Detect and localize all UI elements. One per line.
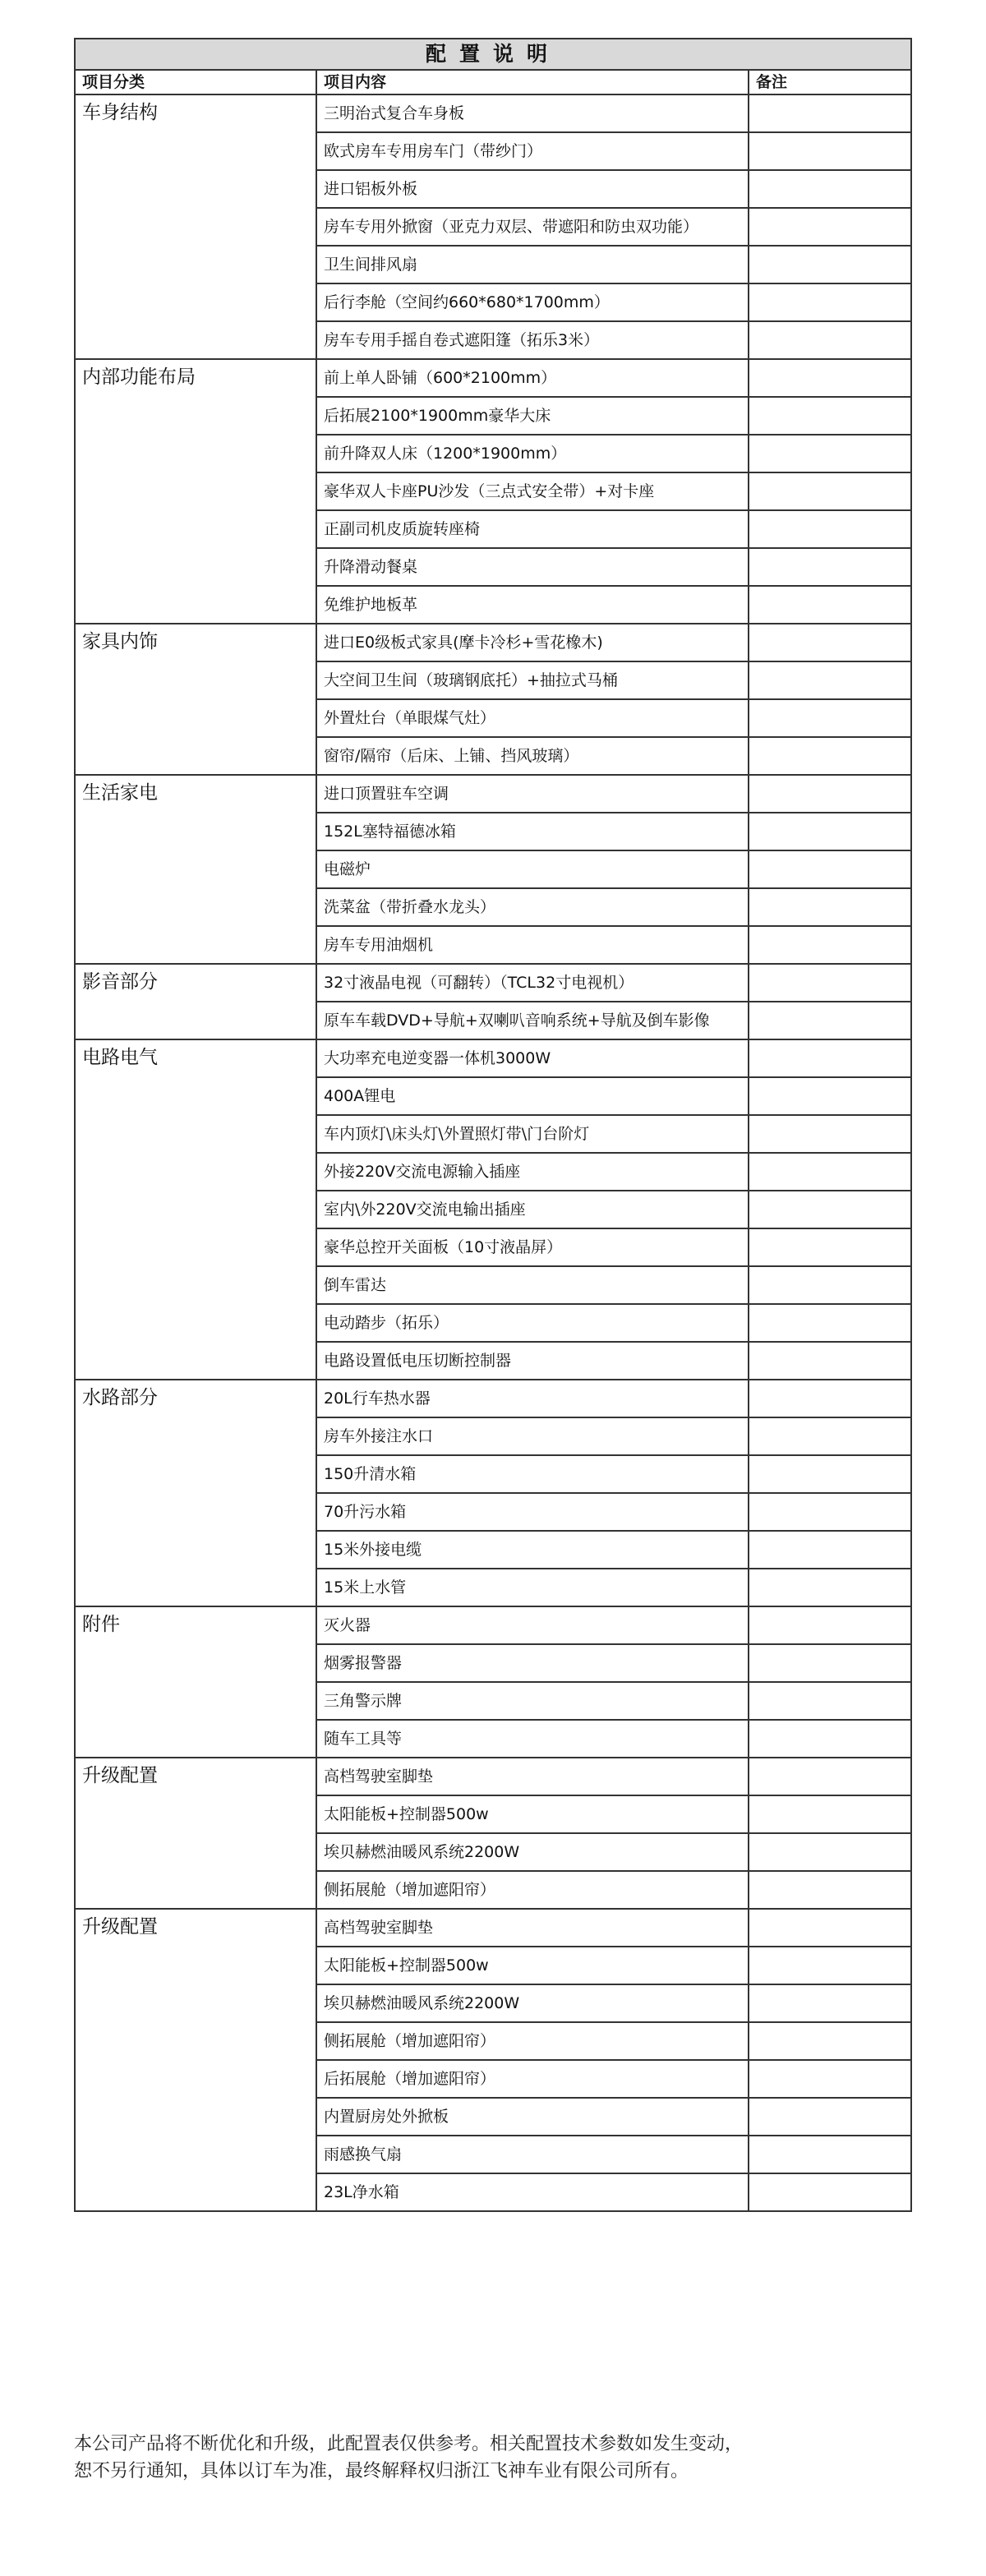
item-cell: 三明治式复合车身板	[316, 94, 749, 132]
item-cell: 卫生间排风扇	[316, 246, 749, 283]
item-cell: 洗菜盆（带折叠水龙头）	[316, 888, 749, 926]
item-cell: 15米外接电缆	[316, 1531, 749, 1569]
header-row	[75, 70, 911, 94]
item-cell: 400A锂电	[316, 1077, 749, 1115]
note-cell	[749, 1342, 911, 1380]
note-cell	[749, 1153, 911, 1191]
item-cell: 进口E0级板式家具(摩卡冷杉+雪花橡木)	[316, 624, 749, 661]
category-cell: 生活家电	[75, 775, 316, 964]
note-cell	[749, 2098, 911, 2136]
item-cell: 进口顶置驻车空调	[316, 775, 749, 813]
table-row	[75, 1758, 911, 1795]
item-cell: 升降滑动餐桌	[316, 548, 749, 586]
note-cell	[749, 1871, 911, 1909]
note-cell	[749, 813, 911, 850]
note-cell	[749, 1682, 911, 1720]
header-category: 项目分类	[75, 70, 316, 94]
note-cell	[749, 94, 911, 132]
item-cell: 高档驾驶室脚垫	[316, 1909, 749, 1947]
note-cell	[749, 359, 911, 397]
table-row	[75, 1039, 911, 1077]
category-cell: 升级配置	[75, 1909, 316, 2211]
item-cell: 埃贝赫燃油暖风系统2200W	[316, 1984, 749, 2022]
item-cell: 侧拓展舱（增加遮阳帘）	[316, 1871, 749, 1909]
note-cell	[749, 2022, 911, 2060]
item-cell: 灭火器	[316, 1606, 749, 1644]
header-content: 项目内容	[316, 70, 749, 94]
note-cell	[749, 1531, 911, 1569]
category-cell: 影音部分	[75, 964, 316, 1039]
item-cell: 15米上水管	[316, 1569, 749, 1606]
item-cell: 后拓展舱（增加遮阳帘）	[316, 2060, 749, 2098]
category-cell: 升级配置	[75, 1758, 316, 1909]
item-cell: 房车专用手摇自卷式遮阳篷（拓乐3米）	[316, 321, 749, 359]
note-cell	[749, 1644, 911, 1682]
note-cell	[749, 1947, 911, 1984]
note-cell	[749, 472, 911, 510]
table-row	[75, 359, 911, 397]
note-cell	[749, 699, 911, 737]
note-cell	[749, 926, 911, 964]
note-cell	[749, 2173, 911, 2211]
item-cell: 152L塞特福德冰箱	[316, 813, 749, 850]
note-cell	[749, 321, 911, 359]
item-cell: 车内顶灯\床头灯\外置照灯带\门台阶灯	[316, 1115, 749, 1153]
item-cell: 房车外接注水口	[316, 1417, 749, 1455]
note-cell	[749, 283, 911, 321]
item-cell: 进口铝板外板	[316, 170, 749, 208]
note-cell	[749, 2060, 911, 2098]
note-cell	[749, 1795, 911, 1833]
note-cell	[749, 397, 911, 435]
item-cell: 欧式房车专用房车门（带纱门）	[316, 132, 749, 170]
note-cell	[749, 1115, 911, 1153]
table-row	[75, 1909, 911, 1947]
note-cell	[749, 1455, 911, 1493]
item-cell: 太阳能板+控制器500w	[316, 1795, 749, 1833]
item-cell: 23L净水箱	[316, 2173, 749, 2211]
item-cell: 室内\外220V交流电输出插座	[316, 1191, 749, 1228]
disclaimer	[74, 2431, 920, 2485]
category-cell: 内部功能布局	[75, 359, 316, 624]
note-cell	[749, 1002, 911, 1039]
category-cell: 附件	[75, 1606, 316, 1758]
note-cell	[749, 1228, 911, 1266]
note-cell	[749, 1380, 911, 1417]
table-row	[75, 775, 911, 813]
note-cell	[749, 1304, 911, 1342]
item-cell: 太阳能板+控制器500w	[316, 1947, 749, 1984]
header-note: 备注	[749, 70, 911, 94]
item-cell: 外置灶台（单眼煤气灶）	[316, 699, 749, 737]
item-cell: 雨感换气扇	[316, 2136, 749, 2173]
note-cell	[749, 661, 911, 699]
item-cell: 倒车雷达	[316, 1266, 749, 1304]
item-cell: 原车车载DVD+导航+双喇叭音响系统+导航及倒车影像	[316, 1002, 749, 1039]
item-cell: 电磁炉	[316, 850, 749, 888]
item-cell: 前上单人卧铺（600*2100mm）	[316, 359, 749, 397]
category-cell: 水路部分	[75, 1380, 316, 1606]
item-cell: 70升污水箱	[316, 1493, 749, 1531]
item-cell: 随车工具等	[316, 1720, 749, 1758]
note-cell	[749, 850, 911, 888]
item-cell: 窗帘/隔帘（后床、上铺、挡风玻璃）	[316, 737, 749, 775]
note-cell	[749, 1758, 911, 1795]
table-row	[75, 94, 911, 132]
item-cell: 正副司机皮质旋转座椅	[316, 510, 749, 548]
item-cell: 前升降双人床（1200*1900mm）	[316, 435, 749, 472]
note-cell	[749, 1039, 911, 1077]
category-cell: 车身结构	[75, 94, 316, 359]
item-cell: 电动踏步（拓乐）	[316, 1304, 749, 1342]
item-cell: 32寸液晶电视（可翻转）（TCL32寸电视机）	[316, 964, 749, 1002]
note-cell	[749, 1266, 911, 1304]
table-row	[75, 624, 911, 661]
note-cell	[749, 1984, 911, 2022]
title-row	[75, 39, 911, 70]
item-cell: 侧拓展舱（增加遮阳帘）	[316, 2022, 749, 2060]
note-cell	[749, 435, 911, 472]
note-cell	[749, 1191, 911, 1228]
item-cell: 大空间卫生间（玻璃钢底托）+抽拉式马桶	[316, 661, 749, 699]
table-body	[75, 94, 911, 2211]
note-cell	[749, 1720, 911, 1758]
item-cell: 外接220V交流电源输入插座	[316, 1153, 749, 1191]
note-cell	[749, 1569, 911, 1606]
note-cell	[749, 1606, 911, 1644]
item-cell: 后拓展2100*1900mm豪华大床	[316, 397, 749, 435]
disclaimer-line-2: 恕不另行通知，具体以订车为准，最终解释权归浙江飞神车业有限公司所有。	[74, 2461, 689, 2482]
note-cell	[749, 737, 911, 775]
note-cell	[749, 1077, 911, 1115]
configuration-table	[74, 38, 912, 2212]
item-cell: 20L行车热水器	[316, 1380, 749, 1417]
item-cell: 电路设置低电压切断控制器	[316, 1342, 749, 1380]
item-cell: 大功率充电逆变器一体机3000W	[316, 1039, 749, 1077]
item-cell: 三角警示牌	[316, 1682, 749, 1720]
item-cell: 房车专用油烟机	[316, 926, 749, 964]
disclaimer-line-1: 本公司产品将不断优化和升级，此配置表仅供参考。相关配置技术参数如发生变动，	[74, 2434, 744, 2454]
table-row	[75, 1606, 911, 1644]
note-cell	[749, 1909, 911, 1947]
item-cell: 豪华双人卡座PU沙发（三点式安全带）+对卡座	[316, 472, 749, 510]
note-cell	[749, 132, 911, 170]
note-cell	[749, 1833, 911, 1871]
note-cell	[749, 548, 911, 586]
table-row	[75, 964, 911, 1002]
table-title: 配置说明	[75, 39, 911, 70]
note-cell	[749, 2136, 911, 2173]
table-row	[75, 1380, 911, 1417]
category-cell: 家具内饰	[75, 624, 316, 775]
item-cell: 烟雾报警器	[316, 1644, 749, 1682]
item-cell: 房车专用外掀窗（亚克力双层、带遮阳和防虫双功能）	[316, 208, 749, 246]
note-cell	[749, 510, 911, 548]
item-cell: 埃贝赫燃油暖风系统2200W	[316, 1833, 749, 1871]
note-cell	[749, 586, 911, 624]
note-cell	[749, 208, 911, 246]
note-cell	[749, 888, 911, 926]
item-cell: 后行李舱（空间约660*680*1700mm）	[316, 283, 749, 321]
note-cell	[749, 624, 911, 661]
item-cell: 高档驾驶室脚垫	[316, 1758, 749, 1795]
item-cell: 豪华总控开关面板（10寸液晶屏）	[316, 1228, 749, 1266]
item-cell: 150升清水箱	[316, 1455, 749, 1493]
note-cell	[749, 1417, 911, 1455]
note-cell	[749, 1493, 911, 1531]
item-cell: 内置厨房处外掀板	[316, 2098, 749, 2136]
configuration-sheet	[74, 38, 910, 2212]
category-cell: 电路电气	[75, 1039, 316, 1380]
note-cell	[749, 246, 911, 283]
note-cell	[749, 775, 911, 813]
note-cell	[749, 964, 911, 1002]
item-cell: 免维护地板革	[316, 586, 749, 624]
note-cell	[749, 170, 911, 208]
